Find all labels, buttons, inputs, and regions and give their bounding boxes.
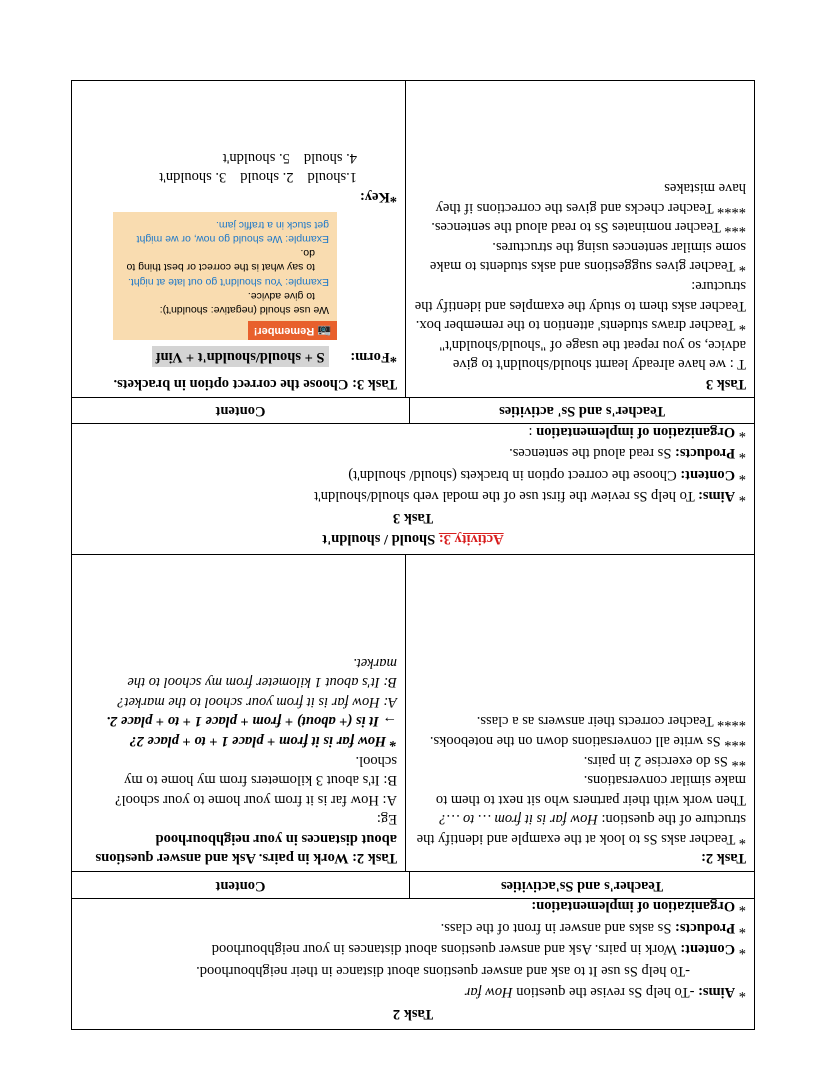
activity3-task: Task 3 [392, 509, 434, 526]
activity3-aims: * Aims: To help Ss review the first use of the modal verb should/shouldn't [314, 488, 746, 505]
task2-aims: * Aims: -To help Ss revise the question How far [464, 984, 746, 1001]
remember-tag: 📷 Remember! [248, 321, 337, 340]
activity3-overview [72, 423, 754, 554]
task2-col-left-header: Teacher's and Ss'activities [409, 872, 754, 898]
key-label: *Key: [359, 188, 397, 205]
task2-overview [72, 898, 754, 1029]
task2-aims-2: -To help Ss use It to ask and answer questions about distance in their neighbourhood. [196, 962, 690, 979]
remember-box: 📷 Remember! We use should (negative: shouldn't): to give advice. Example: You shouldn't go out late at night. to say what is the correct or best thing to do. Example: We should go now, or we might get stuck in a traffic jam. [113, 212, 337, 340]
activity3-col-left-header: Teacher's and Ss' activities [409, 398, 754, 424]
task2-content: Task 2: Work in pairs. Ask and answer questions about distances in your neighbourhood Eg: A: How far is it from your home to your school? B: It's about 3 kilometers from my home to my school. * How far is it from + place 1 + to + place 2? → It is (+ about) + from + place 1 + to + place 2. A: How far is it from your school to the market? B: It's about 1 kilometer from my school to the market. [95, 654, 397, 867]
form-box: S + should/shouldn't + Vinf [152, 346, 329, 368]
task2-col-right-header: Content [215, 878, 266, 894]
activity3-activities: Task 3 T : we have already learnt should/shouldn't to give advice, so you repeat the usage of "should/shouldn't" * Teacher draws students' attention to the remember box. Teacher asks them to study the examples and identify the structure: * Teacher gives suggestions and asks students to make some similar sentences using the structures. *** Teacher nominates Ss to read aloud the sentences. **** Teacher checks and gives the corrections if they have mistakes [405, 81, 754, 397]
activity3-title: Activity 3: Should / shouldn't [322, 531, 504, 548]
task2-header-row [72, 871, 754, 898]
activity3-products: * Products: Ss read aloud the sentences. [509, 445, 746, 462]
key-row-1: 1.should 2. should 3. shouldn't [159, 169, 357, 186]
lesson-plan-table [71, 80, 755, 1030]
task2-organization: * Organization of implementation: [531, 898, 746, 915]
form-line: *Form: S + should/shouldn't + Vinf [80, 346, 397, 368]
activity3-col-right-header: Content [215, 403, 266, 420]
task2-body-row [72, 554, 754, 871]
camera-icon: 📷 [317, 324, 331, 337]
activity3-organization: * Organization of implementation : [528, 423, 746, 440]
activity3-header-row [72, 397, 754, 424]
activity3-content: * Content: Choose the correct option in brackets (should/ shouldn't) [348, 466, 746, 483]
task2-activities: Task 2: * Teacher asks Ss to look at the example and identify the structure of the question: How far is it from … to …? Then work with their partners who sit next to them to make similar conversations. ** Ss do exercise 2 in pairs. *** Ss write all conversations down on the notebooks. **** Teacher corrects their answers as a class. [405, 555, 754, 871]
task2-content: * Content: Work in pairs. Ask and answer questions about distances in your neighbourhood [211, 941, 746, 958]
task2-products: * Products: Ss asks and answer in front of the class. [440, 919, 746, 936]
activity3-content: Task 3: Choose the correct option in brackets. *Form: S + should/shouldn't + Vinf 📷 Remember! We use should (negative: shouldn't): to give advice. Example: You shouldn't go out late at night. to say what is the correct or best thing to do. Example: We should go now, or we might get stuck in a traffic jam. *Key: 1.should 2. should 3. shouldn't 4. should 5. shouldn't [72, 81, 405, 397]
key-row-2: 4. should 5. shouldn't [222, 149, 357, 166]
task2-title: Task 2 [392, 1006, 434, 1022]
activity3-body-row [72, 81, 754, 397]
